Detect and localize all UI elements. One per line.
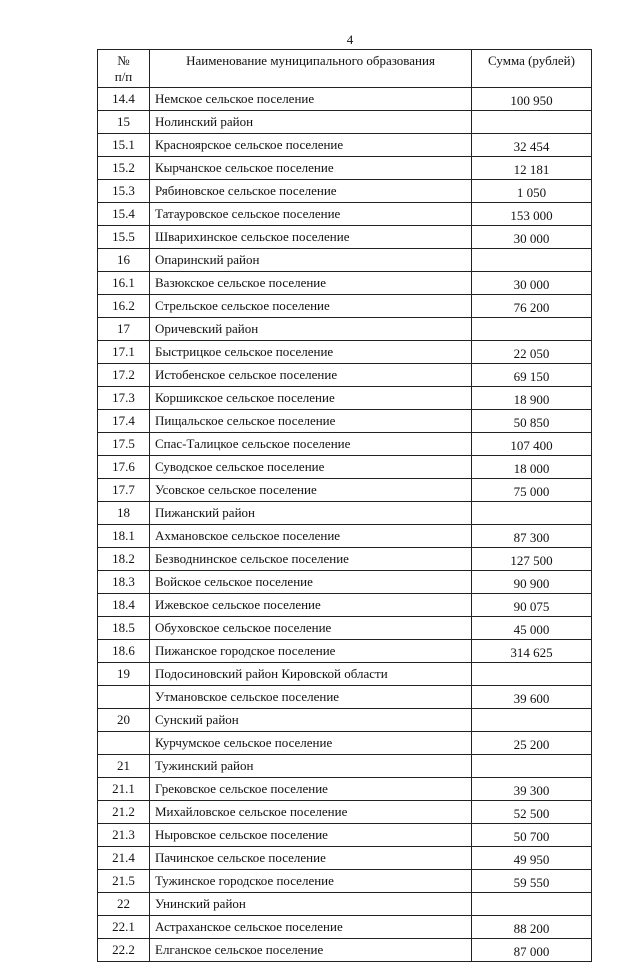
municipality-name: Нолинский район [150, 111, 472, 134]
municipality-name: Суводское сельское поселение [150, 456, 472, 479]
amount-rubles [472, 893, 592, 916]
row-number: 21.1 [98, 778, 150, 801]
amount-rubles [472, 249, 592, 272]
amount-rubles: 90 075 [472, 594, 592, 617]
row-number: 19 [98, 663, 150, 686]
table-row [98, 594, 592, 617]
row-number: 15 [98, 111, 150, 134]
municipality-name: Стрельское сельское поселение [150, 295, 472, 318]
table-body [98, 88, 592, 962]
amount-rubles [472, 502, 592, 525]
amount-rubles [472, 755, 592, 778]
table-row [98, 709, 592, 732]
row-number: 16.2 [98, 295, 150, 318]
row-number: 14.4 [98, 88, 150, 111]
amount-rubles: 18 000 [472, 456, 592, 479]
amount-rubles: 87 300 [472, 525, 592, 548]
table-row [98, 640, 592, 663]
table-row [98, 318, 592, 341]
table-row [98, 755, 592, 778]
municipality-name: Истобенское сельское поселение [150, 364, 472, 387]
amount-rubles [472, 111, 592, 134]
row-number [98, 732, 150, 755]
municipality-name: Быстрицкое сельское поселение [150, 341, 472, 364]
amount-rubles: 127 500 [472, 548, 592, 571]
municipality-name: Пищальское сельское поселение [150, 410, 472, 433]
amount-rubles: 100 950 [472, 88, 592, 111]
table-row [98, 88, 592, 111]
municipality-name: Усовское сельское поселение [150, 479, 472, 502]
amount-rubles: 22 050 [472, 341, 592, 364]
page-number: 4 [346, 32, 354, 47]
amount-rubles: 88 200 [472, 916, 592, 939]
municipality-name: Сунский район [150, 709, 472, 732]
table-row [98, 617, 592, 640]
table-row [98, 295, 592, 318]
row-number: 17.1 [98, 341, 150, 364]
table-row [98, 479, 592, 502]
row-number: 17 [98, 318, 150, 341]
municipality-name: Подосиновский район Кировской области [150, 663, 472, 686]
table-row [98, 157, 592, 180]
row-number: 18.1 [98, 525, 150, 548]
municipality-name: Пижанское городское поселение [150, 640, 472, 663]
amount-rubles: 59 550 [472, 870, 592, 893]
municipality-name: Коршикское сельское поселение [150, 387, 472, 410]
header-sum: Сумма (рублей) [472, 50, 592, 88]
amount-rubles: 12 181 [472, 157, 592, 180]
municipality-name: Спас-Талицкое сельское поселение [150, 433, 472, 456]
amount-rubles [472, 709, 592, 732]
amount-rubles: 50 850 [472, 410, 592, 433]
amount-rubles: 50 700 [472, 824, 592, 847]
municipality-name: Грековское сельское поселение [150, 778, 472, 801]
amount-rubles: 69 150 [472, 364, 592, 387]
table-row [98, 686, 592, 709]
table-row [98, 939, 592, 962]
municipality-name: Астраханское сельское поселение [150, 916, 472, 939]
municipality-name: Тужинский район [150, 755, 472, 778]
municipality-name: Обуховское сельское поселение [150, 617, 472, 640]
row-number: 17.5 [98, 433, 150, 456]
table-row [98, 111, 592, 134]
row-number: 16.1 [98, 272, 150, 295]
row-number: 21.4 [98, 847, 150, 870]
table-row [98, 801, 592, 824]
amount-rubles: 39 300 [472, 778, 592, 801]
row-number: 21.2 [98, 801, 150, 824]
table-row [98, 502, 592, 525]
table-row [98, 226, 592, 249]
table-row [98, 548, 592, 571]
row-number: 15.5 [98, 226, 150, 249]
municipality-name: Унинский район [150, 893, 472, 916]
table-row [98, 134, 592, 157]
table-row [98, 203, 592, 226]
table-row [98, 732, 592, 755]
row-number: 15.1 [98, 134, 150, 157]
row-number: 22.2 [98, 939, 150, 962]
municipality-name: Опаринский район [150, 249, 472, 272]
municipality-name: Ныровское сельское поселение [150, 824, 472, 847]
municipality-name: Тужинское городское поселение [150, 870, 472, 893]
row-number: 21 [98, 755, 150, 778]
amount-rubles: 49 950 [472, 847, 592, 870]
amount-rubles: 30 000 [472, 226, 592, 249]
municipality-name: Вазюкское сельское поселение [150, 272, 472, 295]
municipality-name: Курчумское сельское поселение [150, 732, 472, 755]
table-row [98, 916, 592, 939]
amount-rubles: 75 000 [472, 479, 592, 502]
table-row [98, 824, 592, 847]
table-row [98, 410, 592, 433]
row-number: 18 [98, 502, 150, 525]
header-number-line1: № [117, 53, 130, 68]
header-number [98, 50, 150, 88]
municipality-name: Утмановское сельское поселение [150, 686, 472, 709]
municipality-name: Красноярское сельское поселение [150, 134, 472, 157]
municipality-name: Рябиновское сельское поселение [150, 180, 472, 203]
row-number: 22.1 [98, 916, 150, 939]
row-number: 17.3 [98, 387, 150, 410]
amount-rubles: 87 000 [472, 939, 592, 962]
row-number: 18.5 [98, 617, 150, 640]
row-number: 15.3 [98, 180, 150, 203]
row-number: 18.4 [98, 594, 150, 617]
municipality-name: Татауровское сельское поселение [150, 203, 472, 226]
municipality-name: Ахмановское сельское поселение [150, 525, 472, 548]
table-row [98, 341, 592, 364]
table-row [98, 847, 592, 870]
amount-rubles: 153 000 [472, 203, 592, 226]
row-number: 15.4 [98, 203, 150, 226]
allocation-table [97, 49, 592, 962]
row-number: 22 [98, 893, 150, 916]
table-header [98, 50, 592, 88]
municipality-name: Оричевский район [150, 318, 472, 341]
row-number: 15.2 [98, 157, 150, 180]
amount-rubles: 39 600 [472, 686, 592, 709]
amount-rubles: 18 900 [472, 387, 592, 410]
table-row [98, 364, 592, 387]
table-row [98, 778, 592, 801]
row-number: 17.7 [98, 479, 150, 502]
row-number: 18.6 [98, 640, 150, 663]
amount-rubles: 107 400 [472, 433, 592, 456]
table-row [98, 387, 592, 410]
amount-rubles: 76 200 [472, 295, 592, 318]
amount-rubles: 52 500 [472, 801, 592, 824]
amount-rubles: 314 625 [472, 640, 592, 663]
row-number: 18.3 [98, 571, 150, 594]
amount-rubles: 30 000 [472, 272, 592, 295]
table-row [98, 893, 592, 916]
municipality-name: Войское сельское поселение [150, 571, 472, 594]
row-number: 20 [98, 709, 150, 732]
table-row [98, 571, 592, 594]
row-number: 18.2 [98, 548, 150, 571]
amount-rubles: 25 200 [472, 732, 592, 755]
header-row [98, 50, 592, 88]
amount-rubles: 32 454 [472, 134, 592, 157]
row-number: 17.6 [98, 456, 150, 479]
municipality-name: Пижанский район [150, 502, 472, 525]
municipality-name: Шварихинское сельское поселение [150, 226, 472, 249]
amount-rubles: 45 000 [472, 617, 592, 640]
table-row [98, 870, 592, 893]
header-number-line2: п/п [114, 69, 133, 84]
municipality-name: Пачинское сельское поселение [150, 847, 472, 870]
table-row [98, 272, 592, 295]
amount-rubles [472, 318, 592, 341]
table-row [98, 663, 592, 686]
row-number: 21.5 [98, 870, 150, 893]
row-number: 17.4 [98, 410, 150, 433]
municipality-name: Ижевское сельское поселение [150, 594, 472, 617]
row-number: 16 [98, 249, 150, 272]
table-row [98, 456, 592, 479]
row-number: 17.2 [98, 364, 150, 387]
table-row [98, 180, 592, 203]
municipality-name: Михайловское сельское поселение [150, 801, 472, 824]
municipality-name: Немское сельское поселение [150, 88, 472, 111]
amount-rubles [472, 663, 592, 686]
municipality-name: Елганское сельское поселение [150, 939, 472, 962]
table-row [98, 525, 592, 548]
table-row [98, 249, 592, 272]
row-number [98, 686, 150, 709]
amount-rubles: 90 900 [472, 571, 592, 594]
amount-rubles: 1 050 [472, 180, 592, 203]
municipality-name: Безводнинское сельское поселение [150, 548, 472, 571]
municipality-name: Кырчанское сельское поселение [150, 157, 472, 180]
table-row [98, 433, 592, 456]
header-name: Наименование муниципального образования [150, 50, 472, 88]
row-number: 21.3 [98, 824, 150, 847]
